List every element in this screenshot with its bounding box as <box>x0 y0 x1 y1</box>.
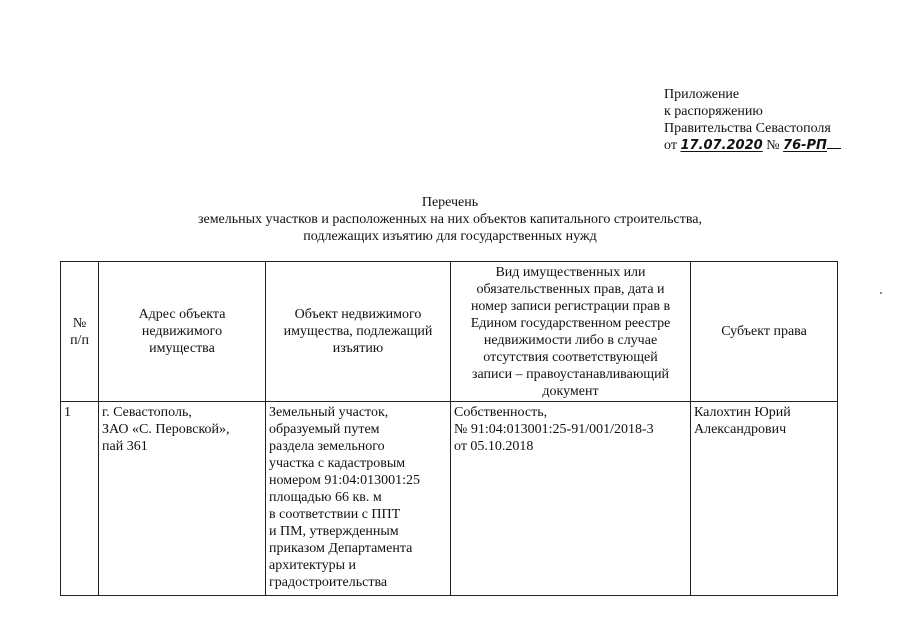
cell-address: г. Севастополь, ЗАО «С. Перовской», пай 361 <box>99 402 266 596</box>
appendix-date-line <box>664 137 841 154</box>
handwritten-number: 76-РП <box>783 138 827 153</box>
header-subject: Субъект права <box>691 262 838 402</box>
appendix-block <box>664 86 841 154</box>
table-header-row <box>61 262 838 402</box>
land-plots-table <box>60 261 838 596</box>
handwritten-date: 17.07.2020 <box>680 138 763 153</box>
header-address: Адрес объекта недвижимого имущества <box>99 262 266 402</box>
appendix-line-2: к распоряжению <box>664 104 763 119</box>
appendix-line-1: Приложение <box>664 87 740 102</box>
scan-speck <box>880 292 882 294</box>
number-sign: № <box>766 138 780 153</box>
cell-number: 1 <box>61 402 99 596</box>
title-line-2: земельных участков и расположенных на них объектов капитального строительства, <box>197 212 703 227</box>
title-line-3: подлежащих изъятию для государственных нужд <box>303 229 597 244</box>
header-number: № п/п <box>61 262 99 402</box>
header-rights: Вид имущественных или обязательственных прав, дата и номер записи регистрации прав в Едином государственном реестре недвижимости либо в случае отсутствия соответствующей записи – правоустанавливающий документ <box>451 262 691 402</box>
underline-tail <box>827 137 841 149</box>
appendix-line-3: Правительства Севастополя <box>664 121 831 136</box>
cell-rights: Собственность, № 91:04:013001:25-91/001/2018-3 от 05.10.2018 <box>451 402 691 596</box>
table-row <box>61 402 838 596</box>
cell-subject: Калохтин Юрий Александрович <box>691 402 838 596</box>
header-object: Объект недвижимого имущества, подлежащий изъятию <box>266 262 451 402</box>
title-line-1: Перечень <box>421 195 479 210</box>
date-prefix: от <box>664 138 677 153</box>
cell-object: Земельный участок, образуемый путем раздела земельного участка с кадастровым номером 91:04:013001:25 площадью 66 кв. м в соответствии с ППТ и ПМ, утвержденным приказом Департамента архитектуры и градостроительства <box>266 402 451 596</box>
document-title <box>130 194 770 245</box>
